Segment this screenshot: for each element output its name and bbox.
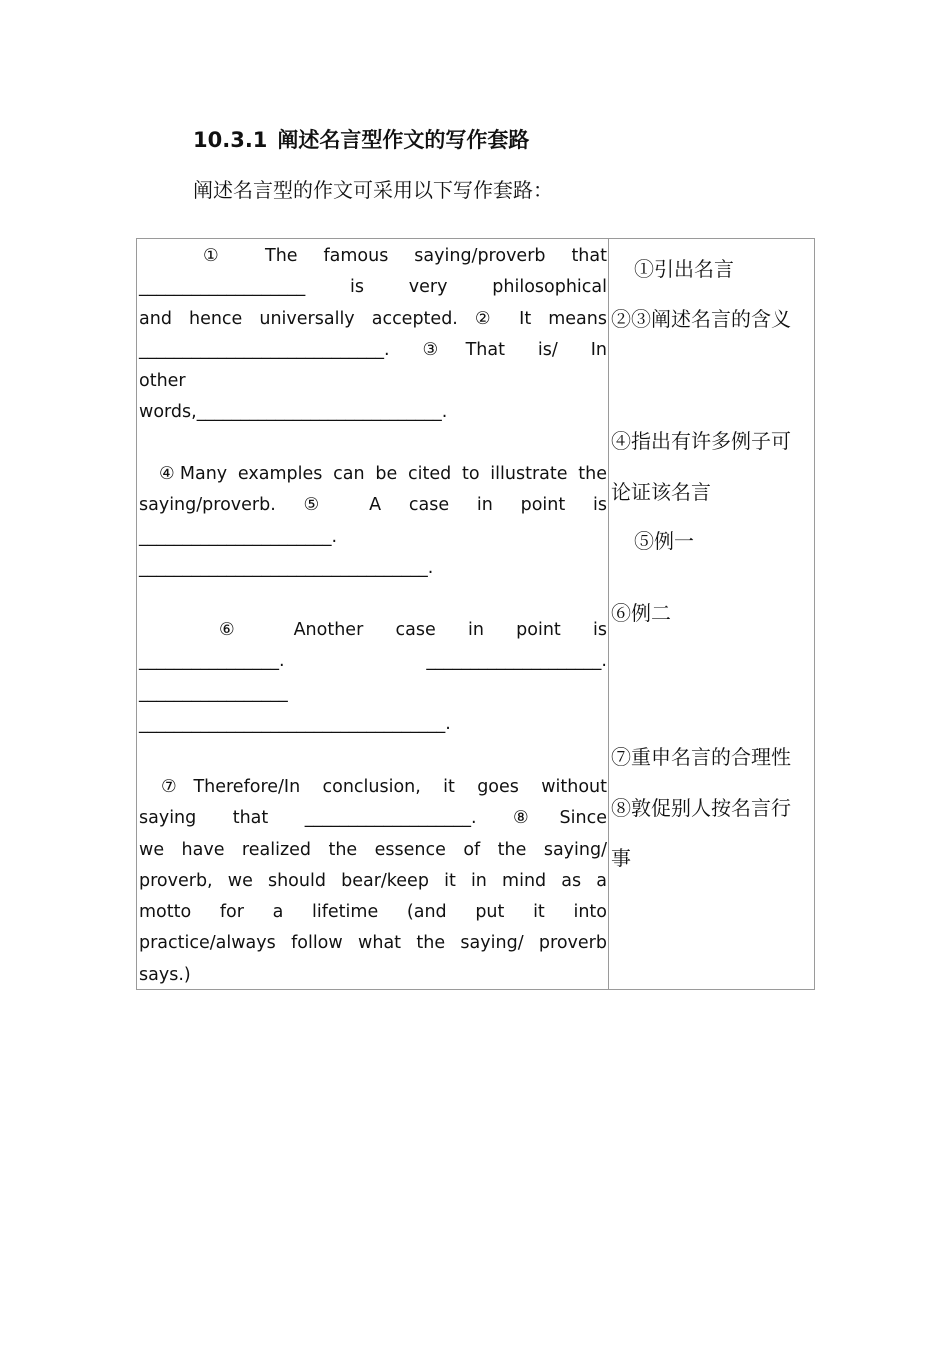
section-heading	[193, 124, 529, 154]
template-line: we have realized the essence of the saying/	[139, 839, 607, 860]
note-introduce-saying: ①引出名言	[634, 257, 734, 281]
section-title: 阐述名言型作文的写作套路	[277, 128, 530, 152]
note-urge-line1: ⑧敦促别人按名言行	[611, 796, 791, 820]
template-line: words,____________________________.	[139, 402, 448, 423]
template-line: ① The famous saying/proverb that	[203, 246, 607, 266]
template-line: ⑦Therefore/In conclusion, it goes without	[161, 777, 607, 797]
section-number: 10.3.1	[193, 128, 268, 152]
template-line: and hence universally accepted. ② It means	[139, 308, 607, 329]
template-line: other	[139, 371, 186, 392]
template-line: ______________________.	[139, 526, 338, 547]
template-line: saying/proverb. ⑤ A case in point is	[139, 495, 607, 516]
note-restate-saying: ⑦重申名言的合理性	[611, 745, 791, 769]
note-example-one: ⑤例一	[634, 529, 694, 553]
intro-paragraph: 阐述名言型的作文可采用以下写作套路：	[193, 178, 553, 202]
template-line: saying that ___________________. ⑧Since	[139, 808, 607, 829]
template-block-4	[139, 772, 607, 991]
template-line: proverb, we should bear/keep it in mind as a	[139, 870, 607, 891]
template-line: motto for a lifetime (and put it into	[139, 902, 607, 923]
template-line: ________________. ____________________.	[139, 651, 607, 672]
template-block-1	[139, 241, 607, 429]
template-line: _________________	[139, 682, 288, 703]
note-explain-meaning: ②③阐述名言的含义	[611, 307, 791, 331]
template-line: ___________________ is very philosophical	[139, 277, 607, 298]
template-block-3	[139, 615, 607, 740]
note-examples-line2: 论证该名言	[611, 480, 711, 504]
template-line: ④Many examples can be cited to illustrate the	[159, 464, 607, 484]
note-example-two: ⑥例二	[611, 601, 671, 625]
template-line: ___________________________________.	[139, 713, 451, 734]
note-examples-line1: ④指出有许多例子可	[611, 429, 791, 453]
template-line: practice/always follow what the saying/ proverb	[139, 933, 607, 954]
template-line: says.)	[139, 964, 191, 985]
template-line: ⑥ Another case in point is	[219, 620, 607, 640]
template-line: ____________________________. ③That is/ In	[139, 339, 607, 360]
template-block-2	[139, 459, 607, 584]
table-column-divider	[608, 238, 609, 990]
note-urge-line2: 事	[611, 846, 631, 870]
template-line: _________________________________.	[139, 557, 434, 578]
